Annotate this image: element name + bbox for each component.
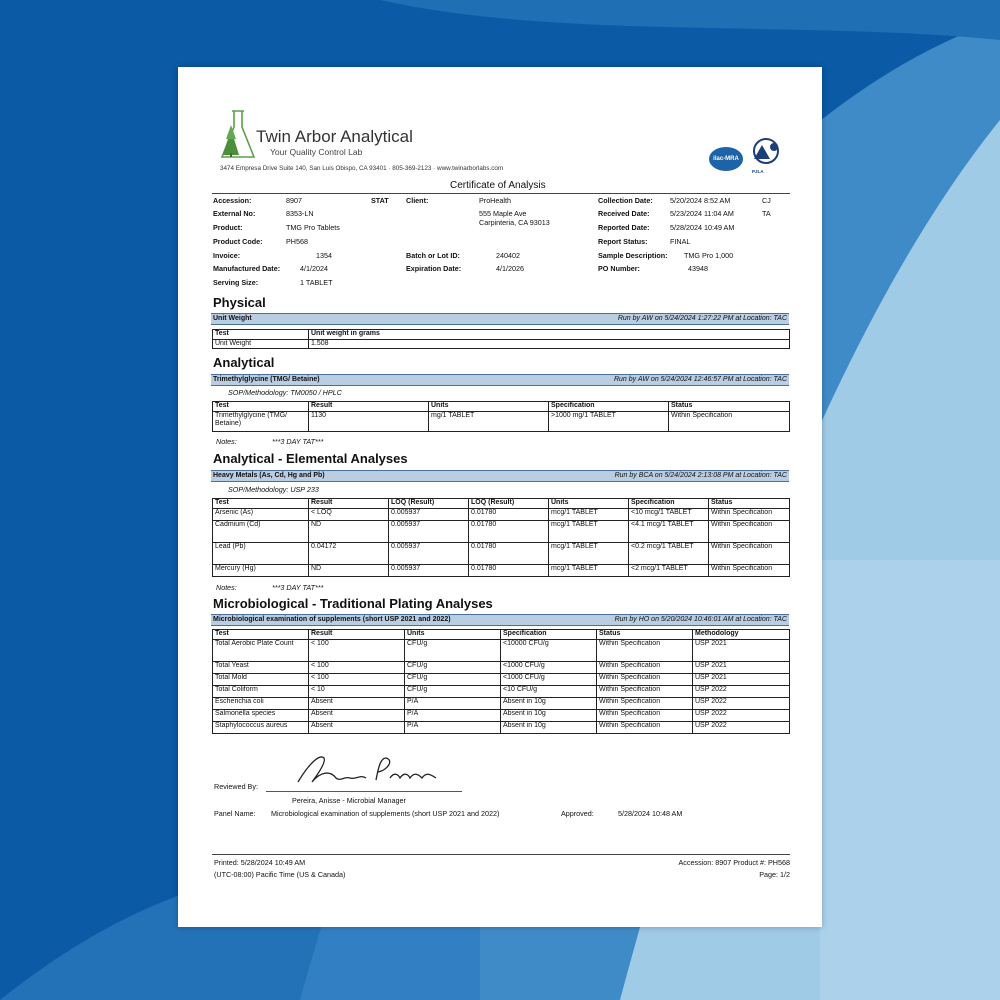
serving-label: Serving Size: — [213, 278, 259, 287]
table-cell: Cadmium (Cd) — [213, 520, 309, 542]
timezone: (UTC-08:00) Pacific Time (US & Canada) — [214, 870, 346, 879]
table-cell: < 100 — [309, 639, 405, 661]
elemental-notes: ***3 DAY TAT*** — [272, 583, 324, 592]
table-cell: Within Specification — [597, 639, 693, 661]
table-cell: Salmonella species — [213, 709, 309, 721]
table-cell: ND — [309, 564, 389, 576]
analytical-bar-run: Run by AW on 5/24/2024 12:46:57 PM at Location: TAC — [613, 376, 787, 383]
table-cell: <0.2 mcg/1 TABLET — [629, 542, 709, 564]
table-cell: 0.005937 — [389, 542, 469, 564]
header-cell: Specification — [549, 402, 669, 412]
table-cell: mcg/1 TABLET — [549, 564, 629, 576]
table-cell: Trimethylglycine (TMG/ Betaine) — [213, 411, 309, 431]
table-cell: 0.005937 — [389, 508, 469, 520]
micro-heading: Microbiological - Traditional Plating Analyses — [213, 596, 493, 611]
table-header-row — [213, 499, 790, 509]
header-cell: Methodology — [693, 630, 790, 640]
client-address-2: Carpinteria, CA 93013 — [479, 218, 550, 227]
table-cell: mcg/1 TABLET — [549, 542, 629, 564]
header-cell: Status — [597, 630, 693, 640]
stat-flag: STAT — [371, 196, 389, 205]
header-cell: Result — [309, 630, 405, 640]
table-cell: Within Specification — [597, 709, 693, 721]
header-cell: Specification — [629, 499, 709, 509]
table-cell: 1.508 — [309, 339, 790, 349]
certificate-page — [178, 67, 822, 927]
manufactured-value: 4/1/2024 — [300, 264, 328, 273]
reported-value: 5/28/2024 10:49 AM — [670, 223, 735, 232]
header-cell: Units — [405, 630, 501, 640]
analytical-notes-label: Notes: — [216, 437, 237, 446]
table-cell: < 100 — [309, 673, 405, 685]
header-cell: Status — [669, 402, 790, 412]
collection-initials: CJ — [762, 196, 771, 205]
elemental-bar-title: Heavy Metals (As, Cd, Hg and Pb) — [213, 472, 325, 479]
table-cell: <1000 CFU/g — [501, 661, 597, 673]
table-cell: CFU/g — [405, 639, 501, 661]
header-cell: Result — [309, 499, 389, 509]
table-row — [213, 709, 790, 721]
table-row — [213, 639, 790, 661]
table-row — [213, 721, 790, 733]
table-cell: Unit Weight — [213, 339, 309, 349]
header-cell: Specification — [501, 630, 597, 640]
table-header-row — [213, 630, 790, 640]
table-cell: 0.005937 — [389, 520, 469, 542]
table-cell: P/A — [405, 709, 501, 721]
flask-tree-logo-icon — [218, 109, 258, 161]
table-row — [213, 520, 790, 542]
physical-bar-run: Run by AW on 5/24/2024 1:27:22 PM at Location: TAC — [617, 315, 787, 322]
manufactured-label: Manufactured Date: — [213, 264, 281, 273]
pjla-logo-icon — [748, 135, 784, 171]
accession-value: 8907 — [286, 196, 302, 205]
header-cell: LOQ (Result) — [389, 499, 469, 509]
header-cell: Units — [429, 402, 549, 412]
analytical-table — [212, 401, 790, 432]
printed-date: Printed: 5/28/2024 10:49 AM — [214, 858, 306, 867]
table-cell: Within Specification — [669, 411, 790, 431]
lab-address: 3474 Empresa Drive Suite 140, San Luis Obispo, CA 93401 · 805-369-2123 · www.twinarborlabs.com — [220, 165, 504, 172]
table-header-row — [213, 402, 790, 412]
page-number: Page: 1/2 — [759, 870, 790, 879]
table-cell: Within Specification — [597, 685, 693, 697]
product-label: Product: — [213, 223, 243, 232]
analytical-bar-title: Trimethylglycine (TMG/ Betaine) — [213, 376, 320, 383]
pjla-logo-text: PJLA — [752, 169, 764, 174]
received-value: 5/23/2024 11:04 AM — [670, 209, 734, 218]
product-code-value: PH568 — [286, 237, 308, 246]
panel-name-label: Panel Name: — [214, 809, 256, 818]
physical-table — [212, 329, 790, 349]
table-cell: 0.01780 — [469, 508, 549, 520]
table-cell: mcg/1 TABLET — [549, 520, 629, 542]
micro-bar-run: Run by HO on 5/20/2024 10:46:01 AM at Location: TAC — [614, 616, 787, 623]
table-cell: Mercury (Hg) — [213, 564, 309, 576]
reviewed-by-label: Reviewed By: — [214, 782, 258, 791]
lab-name: Twin Arbor Analytical — [256, 127, 413, 146]
table-cell: P/A — [405, 721, 501, 733]
micro-table — [212, 629, 790, 734]
table-cell: Total Mold — [213, 673, 309, 685]
table-cell: USP 2021 — [693, 639, 790, 661]
table-cell: Total Yeast — [213, 661, 309, 673]
elemental-run-bar — [211, 470, 789, 482]
collection-value: 5/20/2024 8:52 AM — [670, 196, 731, 205]
sample-label: Sample Description: — [598, 251, 668, 260]
table-cell: mg/1 TABLET — [429, 411, 549, 431]
collection-label: Collection Date: — [598, 196, 653, 205]
table-cell: 0.01780 — [469, 564, 549, 576]
table-row — [213, 661, 790, 673]
batch-label: Batch or Lot ID: — [406, 251, 460, 260]
expiration-label: Expiration Date: — [406, 264, 462, 273]
table-cell: <10000 CFU/g — [501, 639, 597, 661]
client-address-1: 555 Maple Ave — [479, 209, 527, 218]
table-cell: Total Coliform — [213, 685, 309, 697]
table-cell: USP 2022 — [693, 697, 790, 709]
signature-line — [266, 791, 462, 792]
table-cell: Within Specification — [709, 564, 790, 576]
table-cell: <1000 CFU/g — [501, 673, 597, 685]
table-cell: Absent in 10g — [501, 697, 597, 709]
table-cell: Within Specification — [597, 673, 693, 685]
table-cell: >1000 mg/1 TABLET — [549, 411, 669, 431]
header-cell: Test — [213, 330, 309, 340]
header-cell: Test — [213, 499, 309, 509]
title-divider — [212, 193, 790, 194]
table-cell: ND — [309, 520, 389, 542]
external-value: 8353-LN — [286, 209, 314, 218]
table-cell: Total Aerobic Plate Count — [213, 639, 309, 661]
table-cell: mcg/1 TABLET — [549, 508, 629, 520]
header-cell: Test — [213, 630, 309, 640]
elemental-bar-run: Run by BCA on 5/24/2024 2:13:08 PM at Location: TAC — [614, 472, 787, 479]
elemental-heading: Analytical - Elemental Analyses — [213, 451, 408, 466]
table-row — [213, 339, 790, 349]
header-cell: Result — [309, 402, 429, 412]
serving-value: 1 TABLET — [300, 278, 333, 287]
analytical-run-bar — [211, 374, 789, 386]
batch-value: 240402 — [496, 251, 520, 260]
elemental-notes-label: Notes: — [216, 583, 237, 592]
table-cell: Absent — [309, 709, 405, 721]
table-row — [213, 508, 790, 520]
table-row — [213, 673, 790, 685]
product-value: TMG Pro Tablets — [286, 223, 340, 232]
table-cell: < LOQ — [309, 508, 389, 520]
table-cell: CFU/g — [405, 661, 501, 673]
table-cell: USP 2022 — [693, 709, 790, 721]
header-cell: Status — [709, 499, 790, 509]
header-cell: Test — [213, 402, 309, 412]
micro-bar-title: Microbiological examination of supplements (short USP 2021 and 2022) — [213, 616, 451, 623]
header-cell: LOQ (Result) — [469, 499, 549, 509]
approved-label: Approved: — [561, 809, 594, 818]
client-label: Client: — [406, 196, 429, 205]
table-row — [213, 685, 790, 697]
table-cell: Within Specification — [709, 520, 790, 542]
table-cell: Absent in 10g — [501, 709, 597, 721]
table-header-row — [213, 330, 790, 340]
reported-label: Reported Date: — [598, 223, 650, 232]
doc-title: Certificate of Analysis — [450, 180, 546, 191]
table-cell: Within Specification — [597, 661, 693, 673]
table-cell: Within Specification — [597, 721, 693, 733]
table-cell: 0.01780 — [469, 542, 549, 564]
table-cell: Within Specification — [597, 697, 693, 709]
table-cell: <10 CFU/g — [501, 685, 597, 697]
product-code-label: Product Code: — [213, 237, 263, 246]
invoice-value: 1354 — [316, 251, 332, 260]
lab-tagline: Your Quality Control Lab — [270, 147, 363, 157]
table-cell: CFU/g — [405, 673, 501, 685]
table-cell: Staphylococcus aureus — [213, 721, 309, 733]
table-cell: Absent — [309, 721, 405, 733]
table-cell: Lead (Pb) — [213, 542, 309, 564]
received-initials: TA — [762, 209, 771, 218]
footer-divider — [212, 854, 790, 855]
external-label: External No: — [213, 209, 256, 218]
table-cell: USP 2021 — [693, 673, 790, 685]
table-cell: <2 mcg/1 TABLET — [629, 564, 709, 576]
reviewer-name: Pereira, Anisse - Microbial Manager — [292, 796, 406, 805]
po-label: PO Number: — [598, 264, 640, 273]
table-cell: 0.04172 — [309, 542, 389, 564]
expiration-value: 4/1/2026 — [496, 264, 524, 273]
table-cell: Arsenic (As) — [213, 508, 309, 520]
table-cell: USP 2022 — [693, 721, 790, 733]
elemental-table — [212, 498, 790, 577]
table-cell: Within Specification — [709, 542, 790, 564]
accession-label: Accession: — [213, 196, 252, 205]
table-row — [213, 564, 790, 576]
approved-value: 5/28/2024 10:48 AM — [618, 809, 683, 818]
elemental-sop: SOP/Methodology: USP 233 — [228, 485, 319, 494]
table-row — [213, 542, 790, 564]
table-cell: Within Specification — [709, 508, 790, 520]
table-row — [213, 697, 790, 709]
invoice-label: Invoice: — [213, 251, 241, 260]
signature-icon — [290, 752, 460, 792]
table-cell: < 100 — [309, 661, 405, 673]
footer-accession: Accession: 8907 Product #: PH568 — [678, 858, 790, 867]
header-cell: Units — [549, 499, 629, 509]
header-cell: Unit weight in grams — [309, 330, 790, 340]
table-cell: USP 2021 — [693, 661, 790, 673]
table-cell: Absent — [309, 697, 405, 709]
table-cell: 0.005937 — [389, 564, 469, 576]
table-cell: 1130 — [309, 411, 429, 431]
table-cell: <4.1 mcg/1 TABLET — [629, 520, 709, 542]
table-cell: <10 mcg/1 TABLET — [629, 508, 709, 520]
table-cell: Escherichia coli — [213, 697, 309, 709]
client-name: ProHealth — [479, 196, 511, 205]
report-status-label: Report Status: — [598, 237, 648, 246]
received-label: Received Date: — [598, 209, 650, 218]
po-value: 43948 — [688, 264, 708, 273]
table-cell: < 10 — [309, 685, 405, 697]
sample-value: TMG Pro 1,000 — [684, 251, 734, 260]
ilac-badge-icon: ilac-MRA — [709, 147, 743, 171]
table-cell: Absent in 10g — [501, 721, 597, 733]
analytical-notes: ***3 DAY TAT*** — [272, 437, 324, 446]
analytical-sop: SOP/Methodology: TM0050 / HPLC — [228, 388, 342, 397]
table-cell: CFU/g — [405, 685, 501, 697]
table-cell: P/A — [405, 697, 501, 709]
physical-bar-title: Unit Weight — [213, 315, 252, 322]
analytical-heading: Analytical — [213, 355, 275, 370]
table-cell: USP 2022 — [693, 685, 790, 697]
report-status-value: FINAL — [670, 237, 691, 246]
physical-heading: Physical — [213, 295, 266, 310]
physical-run-bar — [211, 313, 789, 325]
table-cell: 0.01780 — [469, 520, 549, 542]
panel-name-value: Microbiological examination of supplements (short USP 2021 and 2022) — [271, 809, 500, 818]
table-row — [213, 411, 790, 431]
micro-run-bar — [211, 614, 789, 626]
